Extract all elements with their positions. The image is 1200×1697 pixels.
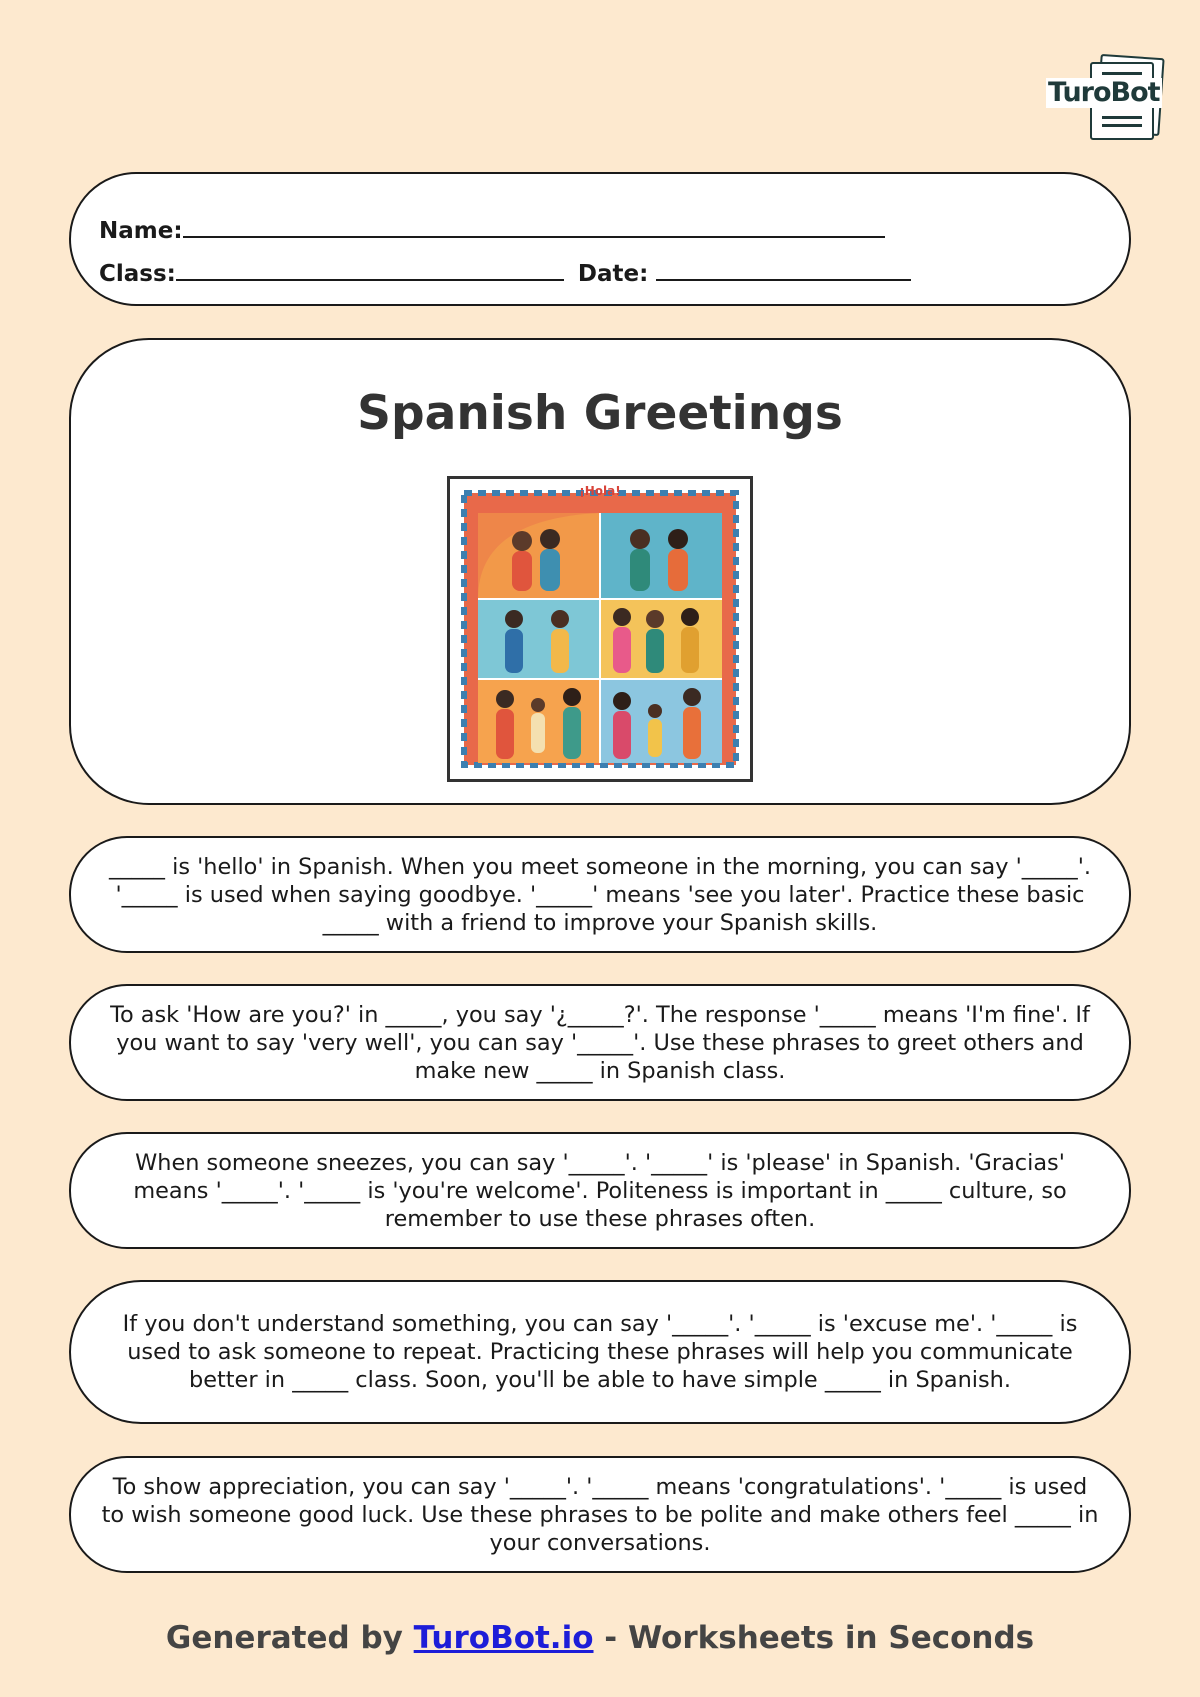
date-label: Date: (577, 261, 649, 287)
worksheet-title: Spanish Greetings (357, 386, 843, 441)
exercise-paragraph-2: To ask 'How are you?' in _____, you say '¿_____?'. The response '_____ means 'I'm fine'. If you want to say 'very well', you can say '_____'. Use these phrases to greet others and make new _____ in Spanish class. (110, 1001, 1090, 1084)
exercise-paragraph-4: If you don't understand something, you can say '_____'. '_____ is 'excuse me'. '_____ is used to ask someone to repeat. Practicing these phrases will help you communicate better in _____ class. Soon, you'll be able to have simple _____ in Spanish. (122, 1311, 1078, 1393)
turobot-link[interactable]: TuroBot.io (413, 1620, 594, 1656)
illustration-svg (450, 479, 750, 779)
footer-suffix: - Worksheets in Seconds (593, 1620, 1035, 1656)
logo-wordmark: TuroBot (1048, 77, 1160, 108)
date-field[interactable] (656, 255, 911, 281)
turobot-logo (1046, 52, 1164, 136)
exercise-paragraph-5: To show appreciation, you can say '_____'. '_____ means 'congratulations'. '_____ is used to wish someone good luck. Use these phrases to be polite and make others feel _____ in your conversations. (101, 1473, 1099, 1556)
student-info-box (69, 172, 1131, 306)
exercise-box-1 (69, 836, 1131, 953)
exercise-paragraph-1: _____ is 'hello' in Spanish. When you meet someone in the morning, you can say '_____'. '_____ is used when saying goodbye. '_____' means 'see you later'. Practice these basic _____ with a friend to improve your Spanish skills. (109, 853, 1091, 936)
footer-prefix: Generated by (165, 1620, 414, 1656)
exercise-paragraph-3: When someone sneezes, you can say '_____'. '_____' is 'please' in Spanish. 'Gracias' means '_____'. '_____ is 'you're welcome'. Politeness is important in _____ culture, so remember to use these phrases often. (133, 1149, 1067, 1232)
name-field[interactable] (183, 212, 885, 238)
name-row (99, 212, 885, 245)
footer (0, 1619, 1200, 1657)
class-date-row (99, 255, 911, 288)
class-field[interactable] (176, 255, 564, 281)
greetings-illustration (447, 476, 753, 782)
exercise-box-5 (69, 1456, 1131, 1573)
exercise-box-4 (69, 1280, 1131, 1424)
class-label: Class: (99, 261, 176, 287)
illustration-caption: ¡Hola! (579, 484, 621, 498)
name-label: Name: (99, 218, 183, 244)
title-box (69, 338, 1131, 805)
exercise-box-3 (69, 1132, 1131, 1249)
exercise-box-2 (69, 984, 1131, 1101)
